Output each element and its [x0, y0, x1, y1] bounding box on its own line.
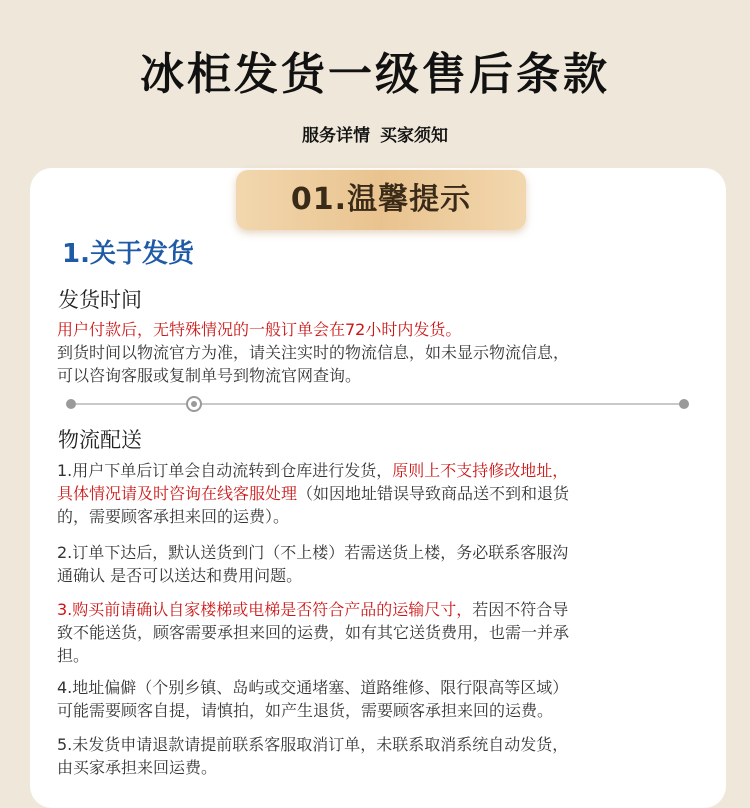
divider-line	[70, 403, 685, 405]
section-badge: 01.温馨提示	[236, 170, 526, 230]
logistics-item-1	[57, 459, 707, 528]
section-heading: 1.关于发货	[62, 239, 194, 269]
shipping-time-line2: 可以咨询客服或复制单号到物流官网查询。	[57, 366, 362, 385]
item1-highlight-b: 原则上不支持修改地址，	[392, 461, 569, 480]
divider-dot-marker	[186, 396, 202, 412]
shipping-time-title: 发货时间	[58, 288, 142, 312]
shipping-time-line1: 到货时间以物流官方为准，请关注实时的物流信息，如未显示物流信息，	[57, 343, 570, 362]
item1-text-d: （如因地址错误导致商品送不到和退货	[297, 484, 570, 503]
divider-dot-left	[66, 399, 76, 409]
divider-dot-right	[679, 399, 689, 409]
shipping-time-highlight: 用户付款后，无特殊情况的一般订单会在72小时内发货。	[57, 320, 462, 339]
item4-line1: 4.地址偏僻（个别乡镇、岛屿或交通堵塞、道路维修、限行限高等区域）	[57, 678, 569, 697]
logistics-item-4	[57, 676, 707, 722]
item3-text-c: 致不能送货，顾客需要承担来回的运费，如有其它送货费用，也需一并承	[57, 623, 570, 642]
logistics-item-2	[57, 541, 707, 587]
item2-line2: 通确认 是否可以送达和费用问题。	[57, 566, 303, 585]
item4-line2: 可能需要顾客自提，请慎拍，如产生退货，需要顾客承担来回的运费。	[57, 701, 554, 720]
item1-text-a: 1.用户下单后订单会自动流转到仓库进行发货，	[57, 461, 393, 480]
item3-highlight-a: 3.购买前请确认自家楼梯或电梯是否符合产品的运输尺寸，	[57, 600, 473, 619]
item5-line1: 5.未发货申请退款请提前联系客服取消订单，未联系取消系统自动发货，	[57, 735, 569, 754]
logistics-title: 物流配送	[58, 428, 142, 452]
item1-text-e: 的，需要顾客承担来回的运费）。	[57, 507, 290, 526]
item1-highlight-c: 具体情况请及时咨询在线客服处理	[57, 484, 298, 503]
page-subtitle: 服务详情 买家须知	[302, 126, 448, 146]
item5-line2: 由买家承担来回运费。	[57, 758, 218, 777]
logistics-item-3	[57, 598, 707, 667]
item3-text-b: 若因不符合导	[472, 600, 569, 619]
shipping-time-text	[57, 318, 707, 387]
logistics-item-5	[57, 733, 707, 779]
page-title: 冰柜发货一级售后条款	[140, 49, 610, 100]
item2-line1: 2.订单下达后，默认送货到门（不上楼）若需送货上楼，务必联系客服沟	[57, 543, 569, 562]
item3-text-d: 担。	[57, 646, 90, 665]
